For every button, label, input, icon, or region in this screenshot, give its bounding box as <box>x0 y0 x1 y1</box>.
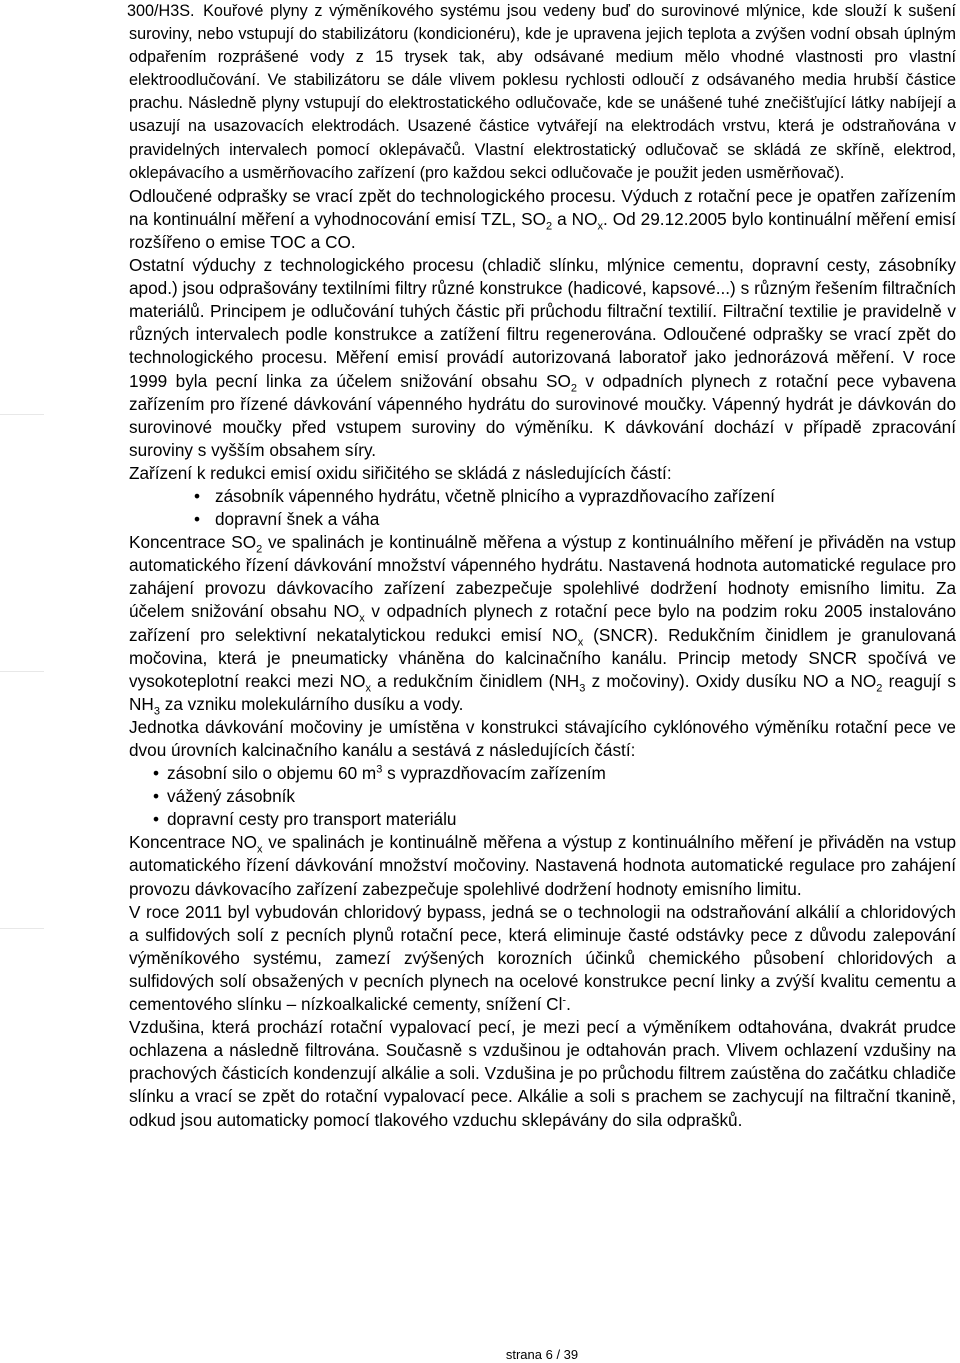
bullet-icon: • <box>194 509 201 530</box>
paragraph-flue-gas: 300/H3S. Kouřové plyny z výměníkového systému jsou vedeny buď do surovinové mlýnice, kde slouží k sušení suroviny, nebo vstupují do stabilizátoru (kondicionéru), kde je upravena jejich teplota a zvýšen vodní obsah úplným odpařením rozprášené vody z 15 trysek tak, aby odsávané medium mělo vhodné vlastnosti pro vlastní elektroodlučování. Ve stabilizátoru se dále vlivem poklesu rychlosti odloučí z odsávaného media hrubší částice prachu. Následně plyny vstupují do elektrostatického odlučovače, kde se unášené tuhé znečišťující látky nabíjejí a usazují na usazovacích elektrodách. Usazené částice vytvářejí na elektrodách vrstvu, která je odstraňována v pravidelných intervalech pomocí oklepávačů. Vlastní elektrostatický odlučovač se skládá ze skříně, elektrod, oklepávacího a usměrňovacího zařízení (pro každou sekci odlučovače je použit jeden usměrňovač). <box>127 2 957 182</box>
paragraph-urea-unit: Jednotka dávkování močoviny je umístěna v konstrukci stávajícího cyklónového výměníku rotační pece ve dvou úrovních kalcinačního kanálu a sestává z následujících částí: <box>129 716 956 760</box>
page-number: strana 6 / 39 <box>505 1347 579 1362</box>
paragraph-so2-device-intro: Zařízení k redukci emisí oxidu siřičitého se skládá z následujících částí: <box>129 462 672 483</box>
list-item: • vážený zásobník <box>129 785 956 808</box>
paragraph-emission-monitoring: Odloučené odprašky se vrací zpět do technologického procesu. Výduch z rotační pece je opatřen zařízením na kontinuální měření a vyhodnocování emisí TZL, $SO_2$ a $NO_x$. Od 29.12.2005 bylo kontinuální měření emisí rozšířeno o emise TOC a CO. <box>129 185 956 252</box>
paragraph-other-outlets: Ostatní výduchy z technologického procesu (chladič slínku, mlýnice cementu, dopravní cesty, zásobníky apod.) jsou odprašovány textilními filtry různé konstrukce (hadicové, kapsové...) s různým řešením filtračních materiálů. Principem je odlučování tuhých částic při průchodu filtrační textilií. Filtrační textilie je pravidelně v různých intervalech podle konstrukce a zatížení filtru regenerována. Odloučené odprašky se vrací zpět do technologického procesu. Měření emisí provádí autorizovaná laboratoř jako jednorázová měření. V roce 1999 byla pecní linka za účelem snižování obsahu $SO_2$ v odpadních plynech z rotační pece vybavena zařízením pro řízené dávkování vápenného hydrátu do surovinové moučky. Vápenný hydrát je dávkován do surovinové moučky před vstupem suroviny do výměníku. K dávkování dochází v případě zpracování suroviny s vyšším obsahem síry. <box>129 255 956 460</box>
margin-mark <box>0 928 44 929</box>
list-so2-parts <box>129 485 956 531</box>
paragraph-nox-concentration: Koncentrace $NO_x$ ve spalinách je kontinuálně měřena a výstup z kontinuálního měření je přiváděn na vstup automatického řízení dávkování množství močoviny. Nastavená hodnota automatické regulace pro zahájení provozu dávkovacího zařízení zabezpečuje spolehlivé dodržení hodnoty emisního limitu. <box>129 832 957 899</box>
paragraph-air-cooling: Vzdušina, která prochází rotační vypalovací pecí, je mezi pecí a výměníkem odtahována, dvakrát prudce ochlazena a následně filtrována. Současně s vzdušinou je odtahován prach. Vlivem ochlazení vzdušiny na prachových částicích kondenzují alkálie a soli. Vzdušina je po průchodu filtrem zaústěna do začátku chladiče slínku a vrací se zpět do rotační vypalovací pece. Alkálie a soli s prachem se zachycují na filtrační tkanině, odkud jsou automaticky pomocí tlakového vzduchu sklepávány do sila odprašků. <box>129 1017 956 1130</box>
paragraph-so2-concentration: Koncentrace $SO_2$ ve spalinách je kontinuálně měřena a výstup z kontinuálního měření je přiváděn na vstup automatického řízení dávkování množství vápenného hydrátu. Nastavená hodnota automatické regulace pro zahájení provozu dávkovacího zařízení zabezpečuje spolehlivé dodržení hodnoty emisního limitu. Za účelem snižování obsahu $NO_x$ v odpadních plynech z rotační pece bylo na podzim roku 2005 instalováno zařízení pro selektivní nekatalytickou redukci emisí $NO_x$ (SNCR). Redukčním činidlem je granulovaná močovina, která je pneumaticky vháněna do kalcinačního kanálu. Princip metody SNCR spočívá ve vysokoteplotní reakci mezi $NO_x$ a redukčním činidlem ($NH_3$ z močoviny). Oxidy dusíku NO a $NO_2$ reagují s $NH_3$ za vzniku molekulárního dusíku a vody. <box>129 532 956 718</box>
bullet-icon: • <box>153 786 160 807</box>
section-ref: 300/H3S. <box>127 2 195 20</box>
bullet-icon: • <box>153 763 160 784</box>
paragraph-chloride-bypass: V roce 2011 byl vybudován chloridový bypass, jedná se o technologii na odstraňování alkálií a chloridových a sulfidových solí z pecních plynů rotační pece, která eliminuje časté odstávky pece z důvodu zalepování výměníkového systému, zamezí zvýšených korozních účinků chemického působení chloridových a sulfidových solí obsažených v pecních plynech na ocelové konstrukce pecní linky a zvýší kvalitu cementu a cementového slínku – nízkoalkalické cementy, snížení Cl-. <box>129 901 956 1015</box>
bullet-icon: • <box>194 485 201 506</box>
document-body <box>129 0 956 1132</box>
page-footer <box>0 1347 960 1362</box>
list-item: • zásobník vápenného hydrátu, včetně plnicího a vyprazdňovacího zařízení <box>129 485 956 508</box>
margin-mark <box>0 671 44 672</box>
list-item: • dopravní šnek a váha <box>129 508 956 531</box>
list-urea-parts <box>129 762 956 831</box>
list-item: • dopravní cesty pro transport materiálu <box>129 808 956 831</box>
bullet-icon: • <box>153 809 160 830</box>
list-item: • zásobní silo o objemu 60 $m^3$ s vyprazdňovacím zařízením <box>129 762 956 785</box>
margin-mark <box>0 414 44 415</box>
